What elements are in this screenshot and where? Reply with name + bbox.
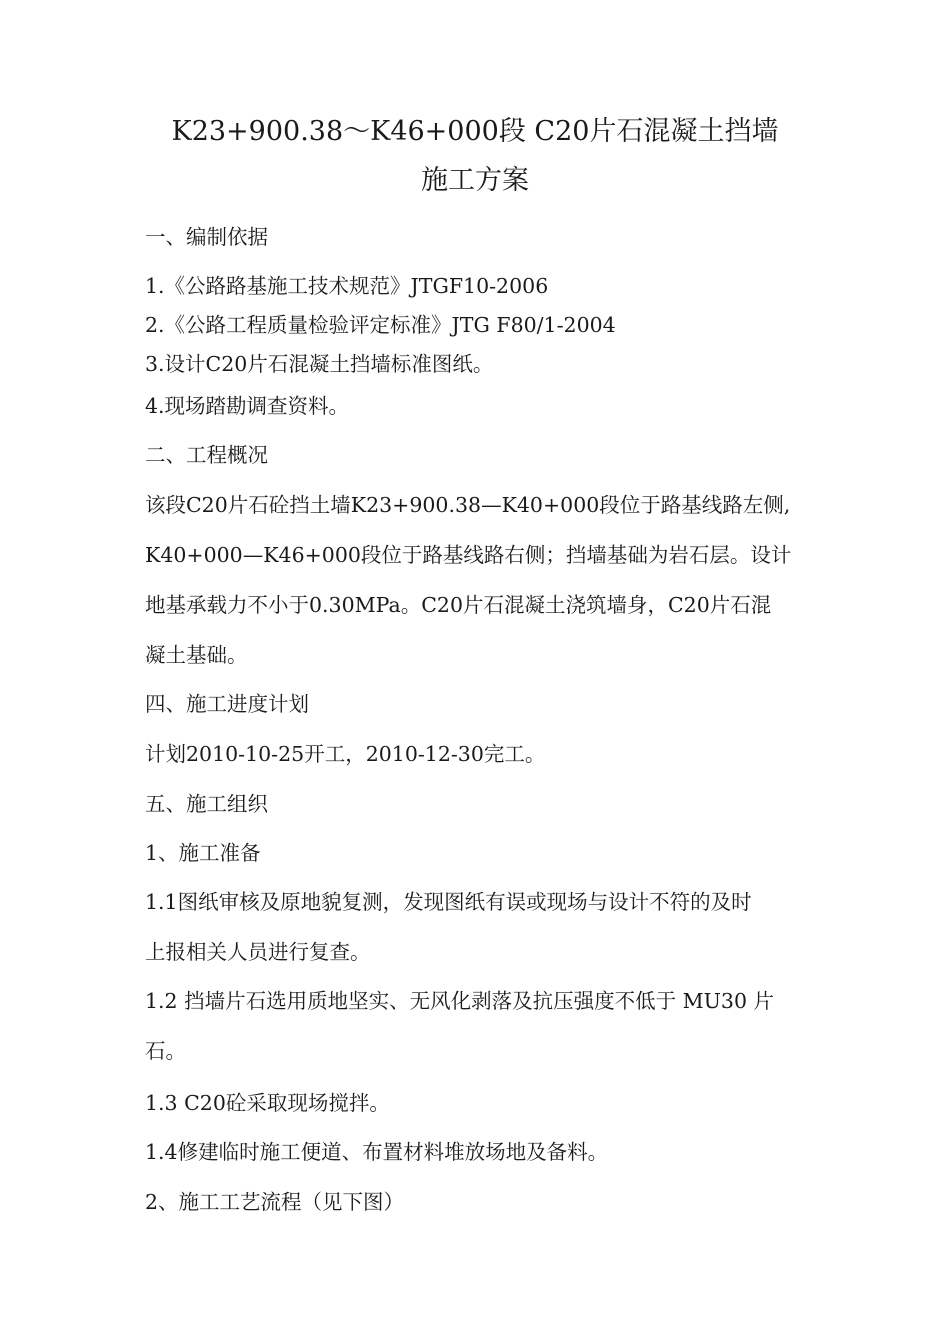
preparation-line: 1.3 C20砼采取现场搅拌。 [145,1091,390,1115]
basis-item: 3.设计C20片石混凝土挡墙标准图纸。 [145,352,494,376]
overview-line: 凝土基础。 [145,643,248,667]
subsection-heading-process: 2、施工工艺流程（见下图） [145,1190,405,1214]
overview-line: K40+000—K46+000段位于路基线路右侧；挡墙基础为岩石层。设计 [145,543,792,567]
overview-line: 该段C20片石砼挡土墙K23+900.38—K40+000段位于路基线路左侧, [145,493,791,517]
overview-line: 地基承载力不小于0.30MPa。C20片石混凝土浇筑墙身，C20片石混 [145,593,772,617]
preparation-line: 1.1图纸审核及原地貌复测，发现图纸有误或现场与设计不符的及时 [145,890,752,914]
section-heading-organization: 五、施工组织 [145,792,268,816]
preparation-line: 1.2 挡墙片石选用质地坚实、无风化剥落及抗压强度不低于 MU30 片 [145,989,775,1013]
schedule-text: 计划2010-10-25开工，2010-12-30完工。 [145,742,546,766]
basis-item: 2.《公路工程质量检验评定标准》JTG F80/1-2004 [145,313,616,337]
section-heading-basis: 一、编制依据 [145,225,268,249]
section-heading-schedule: 四、施工进度计划 [145,692,309,716]
preparation-line: 石。 [145,1039,186,1063]
preparation-line: 上报相关人员进行复查。 [145,940,371,964]
document-subtitle: 施工方案 [421,165,529,196]
subsection-heading-preparation: 1、施工准备 [145,841,261,865]
preparation-line: 1.4修建临时施工便道、布置材料堆放场地及备料。 [145,1140,609,1164]
basis-item: 4.现场踏勘调查资料。 [145,394,350,418]
basis-item: 1.《公路路基施工技术规范》JTGF10-2006 [145,274,549,298]
section-heading-overview: 二、工程概况 [145,443,268,467]
document-title: K23+900.38～K46+000段 C20片石混凝土挡墙 [171,116,779,147]
